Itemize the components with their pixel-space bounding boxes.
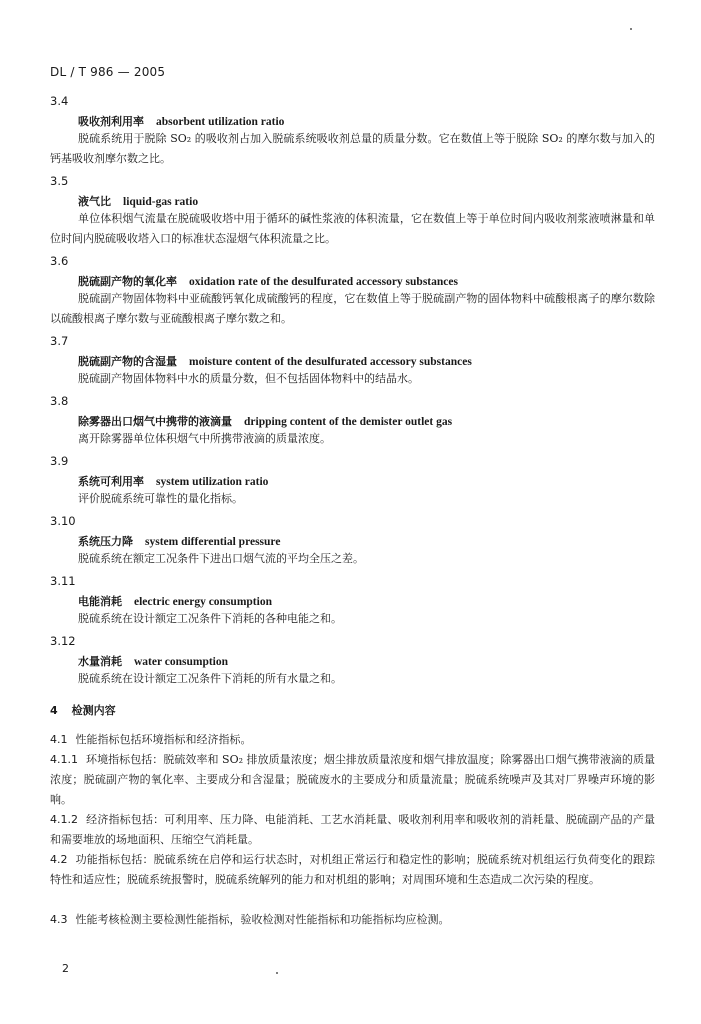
term-cn: 吸收剂利用率: [78, 115, 144, 128]
clause-text: 经济指标包括：可利用率、压力降、电能消耗、工艺水消耗量、吸收剂利用率和吸收剂的消耗量、脱硫副产品的产量和需要堆放的场地面积、压缩空气消耗量。: [50, 813, 655, 846]
term-definition: 脱硫系统用于脱除 SO₂ 的吸收剂占加入脱硫系统吸收剂总量的质量分数。它在数值上等于脱除 SO₂ 的摩尔数与加入的钙基吸收剂摩尔数之比。: [50, 132, 655, 165]
term-en: absorbent utilization ratio: [156, 116, 285, 128]
term-number: 3.10: [50, 514, 76, 528]
term-cn: 脱硫副产物的含湿量: [78, 355, 177, 368]
term-number: 3.8: [50, 394, 69, 408]
page-number: 2: [62, 962, 69, 975]
clause-number: 4.1.1: [50, 753, 78, 766]
term-title: [78, 273, 458, 289]
term-cn: 水量消耗: [78, 655, 122, 668]
term-en: dripping content of the demister outlet gas: [244, 416, 453, 428]
term-number: 3.9: [50, 454, 69, 468]
clause: [50, 730, 655, 750]
term-title: [78, 653, 228, 669]
term-en: oxidation rate of the desulfurated accessory substances: [189, 276, 458, 288]
term-en: system utilization ratio: [156, 476, 269, 488]
term-title: [78, 533, 280, 549]
term-title: [78, 593, 272, 609]
term-en: moisture content of the desulfurated accessory substances: [189, 356, 472, 368]
term-definition: 单位体积烟气流量在脱硫吸收塔中用于循环的碱性浆液的体积流量，它在数值上等于单位时间内吸收剂浆液喷淋量和单位时间内脱硫吸收塔入口的标准状态湿烟气体积流量之比。: [50, 212, 655, 245]
term-definition: 脱硫系统在设计额定工况条件下消耗的各种电能之和。: [78, 612, 342, 625]
term-cn: 系统压力降: [78, 535, 133, 548]
term-definition: 脱硫副产物固体物料中亚硫酸钙氧化成硫酸钙的程度，它在数值上等于脱硫副产物的固体物料中硫酸根离子的摩尔数除以硫酸根离子摩尔数与亚硫酸根离子摩尔数之和。: [50, 292, 655, 325]
clause-number: 4.1: [50, 733, 68, 746]
term-en: electric energy consumption: [134, 596, 272, 608]
scan-speck: [630, 28, 632, 30]
term-cn: 系统可利用率: [78, 475, 144, 488]
clause-number: 4.1.2: [50, 813, 78, 826]
term-cn: 电能消耗: [78, 595, 122, 608]
term-definition: 脱硫系统在设计额定工况条件下消耗的所有水量之和。: [78, 672, 342, 685]
clause: [50, 850, 655, 890]
clause-number: 4.3: [50, 913, 68, 926]
term-definition: 评价脱硫系统可靠性的量化指标。: [78, 492, 243, 505]
section-number: 4: [50, 704, 58, 717]
clause-text: 性能指标包括环境指标和经济指标。: [75, 733, 252, 746]
clause-text: 环境指标包括：脱硫效率和 SO₂ 排放质量浓度；烟尘排放质量浓度和烟气排放温度；除雾器出口烟气携带液滴的质量浓度；脱硫副产物的氧化率、主要成分和含湿量；脱硫废水的主要成分和质量流量；脱硫系统噪声及其对厂界噪声环境的影响。: [50, 753, 655, 806]
term-en: liquid-gas ratio: [123, 196, 199, 208]
clause: [50, 910, 655, 930]
term-cn: 除雾器出口烟气中携带的液滴量: [78, 415, 232, 428]
term-number: 3.11: [50, 574, 76, 588]
clause-number: 4.2: [50, 853, 68, 866]
standard-code-header: DL / T 986 — 2005: [50, 65, 166, 79]
term-number: 3.4: [50, 94, 69, 108]
term-number: 3.7: [50, 334, 69, 348]
term-cn: 脱硫副产物的氧化率: [78, 275, 177, 288]
term-cn: 液气比: [78, 195, 111, 208]
section-title: 检测内容: [71, 704, 116, 717]
term-title: [78, 113, 284, 129]
clause: [50, 810, 655, 850]
clause: [50, 750, 655, 810]
term-en: system differential pressure: [145, 536, 281, 548]
term-title: [78, 193, 198, 209]
clause-text: 功能指标包括：脱硫系统在启停和运行状态时，对机组正常运行和稳定性的影响；脱硫系统对机组运行负荷变化的跟踪特性和适应性；脱硫系统报警时，脱硫系统解列的能力和对机组的影响；对周围环境和生态造成二次污染的程度。: [50, 853, 655, 886]
term-number: 3.5: [50, 174, 69, 188]
section-heading: [50, 702, 116, 718]
term-definition: 脱硫系统在额定工况条件下进出口烟气流的平均全压之差。: [78, 552, 364, 565]
term-en: water consumption: [134, 656, 229, 668]
term-title: [78, 413, 452, 429]
term-title: [78, 353, 472, 369]
term-definition: 脱硫副产物固体物料中水的质量分数，但不包括固体物料中的结晶水。: [78, 372, 419, 385]
scan-speck: [276, 972, 278, 974]
term-definition: 离开除雾器单位体积烟气中所携带液滴的质量浓度。: [78, 432, 331, 445]
clause-text: 性能考核检测主要检测性能指标，验收检测对性能指标和功能指标均应检测。: [75, 913, 450, 926]
term-number: 3.12: [50, 634, 76, 648]
term-title: [78, 473, 268, 489]
term-number: 3.6: [50, 254, 69, 268]
